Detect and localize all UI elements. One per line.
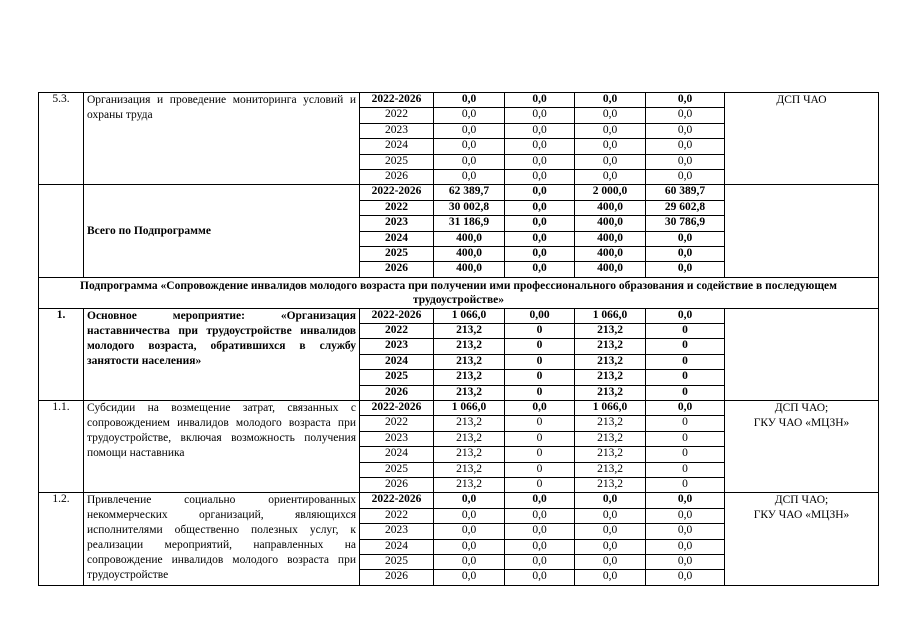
period-cell: 2024: [360, 139, 434, 154]
federal-value: 0,0: [505, 154, 575, 169]
other-value: 60 389,7: [646, 185, 725, 200]
regional-value: 0,0: [575, 508, 646, 523]
period-cell: 2026: [360, 262, 434, 277]
other-value: 0,0: [646, 169, 725, 184]
federal-value: 0,0: [505, 246, 575, 261]
total-value: 62 389,7: [434, 185, 505, 200]
federal-value: 0: [505, 370, 575, 385]
regional-value: 0,0: [575, 570, 646, 585]
period-cell: 2024: [360, 447, 434, 462]
other-value: 0,0: [646, 539, 725, 554]
federal-value: 0,00: [505, 308, 575, 323]
regional-value: 213,2: [575, 354, 646, 369]
total-value: 31 186,9: [434, 216, 505, 231]
period-cell: 2022-2026: [360, 401, 434, 416]
item-number: 1.: [39, 308, 84, 400]
regional-value: 400,0: [575, 262, 646, 277]
regional-value: 400,0: [575, 216, 646, 231]
table-row: [39, 401, 879, 416]
other-value: 0,0: [646, 570, 725, 585]
period-cell: 2022: [360, 416, 434, 431]
total-value: 0,0: [434, 570, 505, 585]
total-value: 213,2: [434, 339, 505, 354]
total-value: 213,2: [434, 385, 505, 400]
regional-value: 1 066,0: [575, 401, 646, 416]
total-value: 1 066,0: [434, 401, 505, 416]
total-value: 400,0: [434, 231, 505, 246]
federal-value: 0,0: [505, 231, 575, 246]
other-value: 0,0: [646, 554, 725, 569]
total-value: 213,2: [434, 416, 505, 431]
other-value: 0,0: [646, 108, 725, 123]
item-number: 5.3.: [39, 93, 84, 185]
regional-value: 400,0: [575, 246, 646, 261]
federal-value: 0: [505, 447, 575, 462]
period-cell: 2023: [360, 123, 434, 138]
item-name: Организация и проведение мониторинга условий и охраны труда: [84, 93, 360, 185]
regional-value: 1 066,0: [575, 308, 646, 323]
total-value: 400,0: [434, 262, 505, 277]
regional-value: 213,2: [575, 370, 646, 385]
regional-value: 213,2: [575, 416, 646, 431]
item-name: Привлечение социально ориентированных некоммерческих организаций, являющихся исполнителями общественно полезных услуг, к реализации мероприятий, направленных на сопровождение инвалидов молодого возраста при трудоустройстве: [84, 493, 360, 585]
other-value: 0: [646, 339, 725, 354]
federal-value: 0: [505, 477, 575, 492]
period-cell: 2026: [360, 570, 434, 585]
federal-value: 0,0: [505, 200, 575, 215]
regional-value: 0,0: [575, 139, 646, 154]
total-value: 1 066,0: [434, 308, 505, 323]
federal-value: 0: [505, 354, 575, 369]
total-value: 0,0: [434, 524, 505, 539]
regional-value: 213,2: [575, 462, 646, 477]
executor-cell: ДСП ЧАО; ГКУ ЧАО «МЦЗН»: [725, 493, 879, 585]
total-value: 0,0: [434, 108, 505, 123]
period-cell: 2023: [360, 524, 434, 539]
item-name: Всего по Подпрограмме: [84, 185, 360, 277]
federal-value: 0,0: [505, 570, 575, 585]
total-value: 30 002,8: [434, 200, 505, 215]
total-value: 213,2: [434, 324, 505, 339]
other-value: 0,0: [646, 139, 725, 154]
item-number: [39, 185, 84, 277]
other-value: 0: [646, 385, 725, 400]
period-cell: 2022: [360, 108, 434, 123]
regional-value: 0,0: [575, 123, 646, 138]
other-value: 0,0: [646, 493, 725, 508]
executor-cell: [725, 308, 879, 400]
total-value: 400,0: [434, 246, 505, 261]
regional-value: 0,0: [575, 493, 646, 508]
total-value: 0,0: [434, 539, 505, 554]
other-value: 0,0: [646, 231, 725, 246]
other-value: 0,0: [646, 123, 725, 138]
regional-value: 0,0: [575, 169, 646, 184]
subprogram-title: Подпрограмма «Сопровождение инвалидов молодого возраста при получении ими профессионального образования и содействие в последующем трудоустройстве»: [39, 277, 879, 308]
federal-value: 0,0: [505, 93, 575, 108]
regional-value: 213,2: [575, 339, 646, 354]
regional-value: 0,0: [575, 554, 646, 569]
federal-value: 0: [505, 339, 575, 354]
other-value: 0,0: [646, 93, 725, 108]
other-value: 0,0: [646, 508, 725, 523]
regional-value: 213,2: [575, 385, 646, 400]
other-value: 0: [646, 447, 725, 462]
federal-value: 0,0: [505, 216, 575, 231]
total-value: 213,2: [434, 462, 505, 477]
federal-value: 0,0: [505, 554, 575, 569]
other-value: 0: [646, 431, 725, 446]
other-value: 0: [646, 462, 725, 477]
total-value: 0,0: [434, 93, 505, 108]
regional-value: 213,2: [575, 447, 646, 462]
period-cell: 2023: [360, 431, 434, 446]
executor-cell: ДСП ЧАО; ГКУ ЧАО «МЦЗН»: [725, 401, 879, 493]
total-value: 0,0: [434, 508, 505, 523]
program-table: [38, 92, 879, 586]
federal-value: 0: [505, 462, 575, 477]
total-value: 0,0: [434, 139, 505, 154]
other-value: 0: [646, 370, 725, 385]
regional-value: 400,0: [575, 200, 646, 215]
other-value: 0,0: [646, 401, 725, 416]
federal-value: 0,0: [505, 139, 575, 154]
table-row: [39, 308, 879, 323]
total-value: 213,2: [434, 431, 505, 446]
regional-value: 213,2: [575, 477, 646, 492]
period-cell: 2026: [360, 477, 434, 492]
regional-value: 2 000,0: [575, 185, 646, 200]
period-cell: 2026: [360, 169, 434, 184]
federal-value: 0,0: [505, 539, 575, 554]
other-value: 0: [646, 416, 725, 431]
total-value: 213,2: [434, 477, 505, 492]
federal-value: 0,0: [505, 185, 575, 200]
period-cell: 2025: [360, 554, 434, 569]
period-cell: 2022-2026: [360, 493, 434, 508]
regional-value: 400,0: [575, 231, 646, 246]
table-row: [39, 493, 879, 508]
period-cell: 2025: [360, 462, 434, 477]
period-cell: 2022-2026: [360, 185, 434, 200]
federal-value: 0,0: [505, 508, 575, 523]
other-value: 0,0: [646, 246, 725, 261]
other-value: 0: [646, 477, 725, 492]
item-name: Субсидии на возмещение затрат, связанных с сопровождением инвалидов молодого возраста при трудоустройстве, включая возможность получения помощи наставника: [84, 401, 360, 493]
regional-value: 213,2: [575, 431, 646, 446]
period-cell: 2025: [360, 154, 434, 169]
other-value: 0,0: [646, 154, 725, 169]
federal-value: 0,0: [505, 262, 575, 277]
period-cell: 2022: [360, 324, 434, 339]
period-cell: 2025: [360, 246, 434, 261]
federal-value: 0,0: [505, 401, 575, 416]
regional-value: 0,0: [575, 539, 646, 554]
other-value: 0: [646, 354, 725, 369]
federal-value: 0: [505, 416, 575, 431]
other-value: 0,0: [646, 262, 725, 277]
total-value: 0,0: [434, 154, 505, 169]
other-value: 0: [646, 324, 725, 339]
federal-value: 0,0: [505, 524, 575, 539]
total-value: 0,0: [434, 169, 505, 184]
regional-value: 0,0: [575, 108, 646, 123]
regional-value: 0,0: [575, 524, 646, 539]
total-value: 0,0: [434, 493, 505, 508]
total-value: 0,0: [434, 554, 505, 569]
subprogram-title-row: [39, 277, 879, 308]
period-cell: 2022: [360, 200, 434, 215]
federal-value: 0: [505, 324, 575, 339]
period-cell: 2024: [360, 539, 434, 554]
item-number: 1.1.: [39, 401, 84, 493]
federal-value: 0,0: [505, 108, 575, 123]
regional-value: 0,0: [575, 93, 646, 108]
period-cell: 2023: [360, 339, 434, 354]
regional-value: 0,0: [575, 154, 646, 169]
total-value: 0,0: [434, 123, 505, 138]
executor-cell: ДСП ЧАО: [725, 93, 879, 185]
table-body: [39, 93, 879, 586]
total-value: 213,2: [434, 447, 505, 462]
period-cell: 2022-2026: [360, 308, 434, 323]
table-row: [39, 93, 879, 108]
item-name: Основное мероприятие: «Организация наставничества при трудоустройстве инвалидов молодого возраста, обратившихся в службу занятости населения»: [84, 308, 360, 400]
period-cell: 2024: [360, 354, 434, 369]
other-value: 0,0: [646, 308, 725, 323]
executor-cell: [725, 185, 879, 277]
other-value: 30 786,9: [646, 216, 725, 231]
regional-value: 213,2: [575, 324, 646, 339]
period-cell: 2026: [360, 385, 434, 400]
federal-value: 0,0: [505, 493, 575, 508]
period-cell: 2023: [360, 216, 434, 231]
table-row: [39, 185, 879, 200]
period-cell: 2025: [360, 370, 434, 385]
federal-value: 0: [505, 431, 575, 446]
item-number: 1.2.: [39, 493, 84, 585]
total-value: 213,2: [434, 354, 505, 369]
federal-value: 0: [505, 385, 575, 400]
period-cell: 2022-2026: [360, 93, 434, 108]
other-value: 0,0: [646, 524, 725, 539]
period-cell: 2022: [360, 508, 434, 523]
federal-value: 0,0: [505, 169, 575, 184]
total-value: 213,2: [434, 370, 505, 385]
federal-value: 0,0: [505, 123, 575, 138]
period-cell: 2024: [360, 231, 434, 246]
other-value: 29 602,8: [646, 200, 725, 215]
